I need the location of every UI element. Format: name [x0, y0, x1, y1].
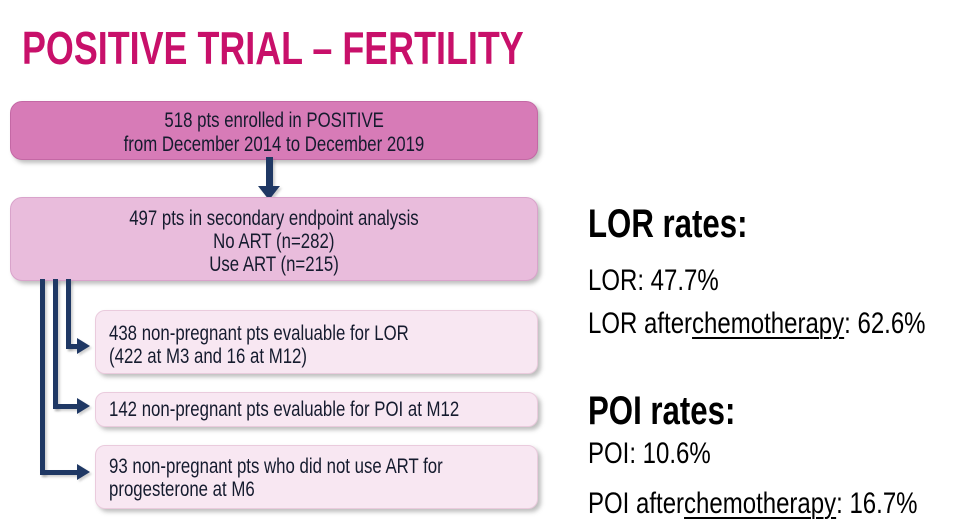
- right-arrow-icon-poi-art: [77, 464, 90, 480]
- poi-after-underlined-word: chemotherapy: [684, 487, 837, 520]
- elbow-line-poi-horizontal: [53, 404, 78, 409]
- slide-title: [22, 24, 665, 72]
- poi-rates-heading-text: POI rates:: [588, 389, 736, 433]
- elbow-line-poi-art-vertical: [40, 279, 45, 475]
- box3-line1: 438 non-pregnant pts evaluable for LOR: [109, 322, 409, 345]
- lor-rate-text: LOR: 47.7%: [588, 264, 719, 297]
- box2-line2: No ART (n=282): [213, 230, 335, 253]
- poi-rates-heading: [588, 389, 777, 433]
- poi-rate-text: POI: 10.6%: [588, 437, 711, 470]
- poi-after-chemo-line: [588, 487, 980, 521]
- elbow-line-poi-art-horizontal: [40, 470, 78, 475]
- flow-box-poi-evaluable: [95, 392, 538, 427]
- lor-after-prefix: LOR after: [588, 307, 693, 340]
- elbow-line-poi-vertical: [53, 279, 58, 409]
- flow-box-secondary-analysis: [10, 197, 538, 281]
- elbow-line-lor-vertical: [66, 279, 71, 349]
- lor-after-suffix: : 62.6%: [844, 307, 926, 340]
- poi-after-suffix: : 16.7%: [836, 487, 918, 520]
- box5-line2: progesterone at M6: [109, 478, 255, 501]
- poi-after-chemo-text: [588, 487, 918, 521]
- flow-box-lor-evaluable: [95, 310, 538, 374]
- lor-after-chemo-line: [588, 307, 980, 341]
- right-arrow-icon-lor: [77, 338, 90, 354]
- lor-after-chemo-text: [588, 307, 926, 341]
- box1-line2: from December 2014 to December 2019: [123, 133, 425, 156]
- lor-rates-heading-text: LOR rates:: [588, 202, 748, 246]
- down-arrow-shaft: [266, 157, 273, 187]
- poi-after-prefix: POI after: [588, 487, 685, 520]
- lor-rates-heading: [588, 202, 793, 246]
- box5-line1: 93 non-pregnant pts who did not use ART for: [109, 455, 443, 478]
- box2-line1: 497 pts in secondary endpoint analysis: [129, 207, 419, 230]
- flow-box-no-art-progesterone: [95, 445, 538, 509]
- right-arrow-icon-poi: [77, 398, 90, 414]
- box3-line2: (422 at M3 and 16 at M12): [109, 345, 307, 368]
- slide-title-text: POSITIVE TRIAL – FERTILITY: [22, 22, 524, 74]
- lor-rate-line: [588, 264, 751, 298]
- flow-box-enrolled: [10, 101, 538, 160]
- box1-line1: 518 pts enrolled in POSITIVE: [164, 109, 384, 132]
- box2-line3: Use ART (n=215): [209, 253, 339, 276]
- box4-line1: 142 non-pregnant pts evaluable for POI at M12: [109, 398, 460, 421]
- lor-after-underlined-word: chemotherapy: [692, 307, 845, 340]
- poi-rate-line: [588, 437, 741, 471]
